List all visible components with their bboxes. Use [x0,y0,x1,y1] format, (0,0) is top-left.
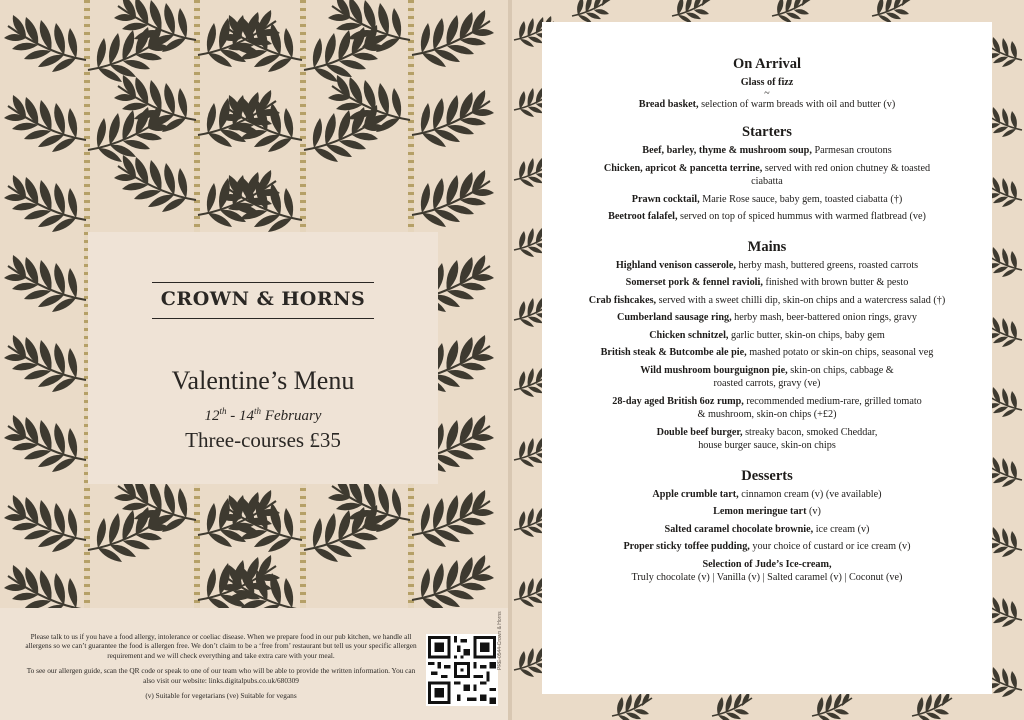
item-name: Salted caramel chocolate brownie, [664,523,814,535]
menu-title: Valentine’s Menu [171,366,355,395]
section-title-on-arrival: On Arrival [732,56,802,72]
item-name: Double beef burger, [656,426,743,438]
date-end: 14 [239,408,255,424]
item-name: Cumberland sausage ring, [617,312,732,323]
allergy-paragraph-1: Please talk to us if you have a food allergy, intolerance or coeliac disease. When we prepare food in our pub kitchen, we handle all allergens so we can’t guarantee the food is allergen free. We don’t claim to be a ‘free from’ restaurant but tell us your specific allergen requirement and we will check everything and take extra care with your meal. [25,632,417,660]
item-name: Beetroot falafel, [608,211,678,222]
diet-legend: (v) Suitable for vegetarians (ve) Suitable for vegans [145,691,297,701]
item-desc-line2: house burger sauce, skin-on chips [698,440,836,451]
item-name: Highland venison casserole, [615,259,736,271]
item-desc-line2: & mushroom, skin-on chips (+£2) [697,409,837,420]
item-name: Prawn cocktail, [631,193,700,205]
item-desc: served on top of spiced hummus with warmed flatbread (ve) [677,211,926,222]
item-name: 28-day aged British 6oz rump, [612,395,744,407]
allergy-notice [0,608,508,720]
starter-item [542,144,992,158]
menu-card [542,22,992,694]
main-item [542,311,992,325]
item-desc: Parmesan croutons [811,145,892,156]
item-desc: recommended medium-rare, grilled tomato [743,395,922,407]
section-title-starters: Starters [742,124,792,140]
item-desc-line2: Truly chocolate (v) | Vanilla (v) | Salted caramel (v) | Coconut (ve) [631,572,903,583]
starter-item [542,162,992,189]
section-title-mains: Mains [747,238,787,255]
item-name: British steak & Butcombe ale pie, [600,347,747,358]
item-name: Somerset pork & fennel ravioli, [625,277,763,288]
brand-name: CROWN & HORNS [160,288,366,310]
allergy-paragraph-2: To see our allergen guide, scan the QR code or speak to one of our team who will be able to provide the written information. You can also visit our website: links.digitalpubs.co.uk/680309 [26,666,416,685]
title-card [88,232,438,484]
item-desc: garlic butter, skin-on chips, baby gem [728,329,885,341]
item-desc-line2: ciabatta [751,176,783,187]
date-month: February [261,408,322,424]
dessert-item [542,488,992,502]
date-start: 12 [204,408,220,424]
item-name: Selection of Jude’s Ice-cream, [702,558,832,570]
item-desc: your choice of custard or ice cream (v) [749,541,911,552]
item-name: Crab fishcakes, [588,294,657,306]
main-item [542,259,992,273]
item-desc: Marie Rose sauce, baby gem, toasted ciabatta (†) [699,193,903,205]
item-name: Proper sticky toffee pudding, [623,541,750,552]
item-name: Bread basket, [638,98,699,110]
brand-bottom-rule [152,318,374,319]
arrival-separator: ~ [764,87,770,99]
section-title-desserts: Desserts [741,467,793,484]
item-desc: served with a sweet chilli dip, skin-on chips and a watercress salad (†) [656,294,946,306]
item-desc: herby mash, buttered greens, roasted carrots [735,259,919,271]
allergen-qr-code[interactable] [426,634,498,706]
item-desc: mashed potato or skin-on chips, seasonal veg [746,347,934,358]
menu-page [512,0,1024,720]
qr-code-icon [428,636,496,704]
item-desc: finished with brown butter & pesto [762,277,909,288]
main-item [518,294,1016,308]
item-desc: selection of warm breads with oil and butter (v) [698,98,896,110]
item-desc-line2: roasted carrots, gravy (ve) [713,378,821,389]
item-desc: herby mash, beer-battered onion rings, gravy [731,312,917,323]
menu-price: Three-courses £35 [185,428,341,452]
date-sep: - [226,408,240,424]
item-name: Glass of fizz [740,77,794,88]
item-desc: (v) [806,506,821,517]
starter-item [542,210,992,224]
main-item [542,346,992,360]
arrival-item-bread [542,98,992,112]
item-name: Beef, barley, thyme & mushroom soup, [642,145,812,156]
allergy-text [22,632,420,706]
date-end-suffix: th [254,406,262,416]
brand-top-rule [152,282,374,283]
item-name: Chicken, apricot & pancetta terrine, [603,162,763,174]
dessert-item [542,558,992,585]
item-desc: cinnamon cream (v) (ve available) [738,488,882,500]
menu-dates [88,406,438,425]
main-item [542,329,992,343]
item-name: Chicken schnitzel, [649,329,729,341]
item-desc: skin-on chips, cabbage & [787,364,894,376]
menu-cover [0,0,508,720]
dessert-item [542,505,992,519]
dessert-item [542,540,992,554]
date-start-suffix: th [219,406,227,416]
main-item [542,395,992,422]
item-desc: ice cream (v) [813,523,870,535]
main-item [542,426,992,453]
item-desc: served with red onion chutney & toasted [762,162,931,174]
item-name: Wild mushroom bourguignon pie, [640,364,788,376]
item-desc: streaky bacon, smoked Cheddar, [742,426,878,438]
item-name: Apple crumble tart, [652,488,739,500]
item-name: Lemon meringue tart [713,506,807,517]
main-item [542,276,992,290]
dessert-item [542,523,992,537]
starter-item [542,193,992,207]
main-item [542,364,992,391]
print-reference: PRE-0544-Crown & Horns [497,611,503,670]
